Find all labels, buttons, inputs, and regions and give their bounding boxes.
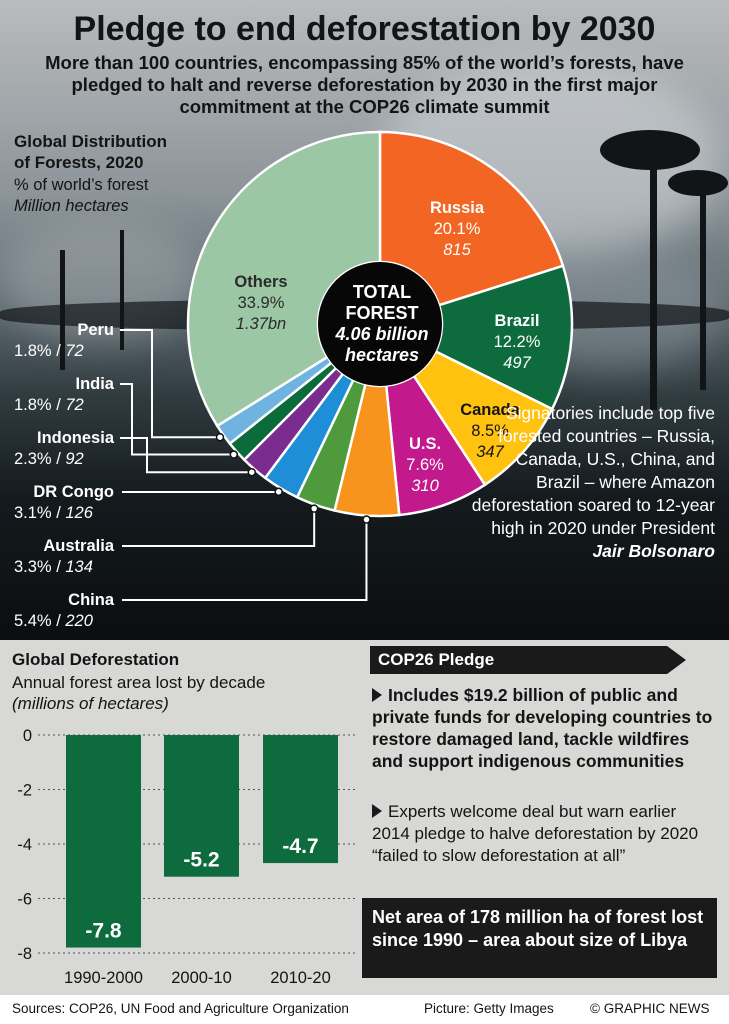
pledge-bullet-2-text: Experts welcome deal but warn earlier 2014 pledge to halve deforestation by 2020 “failed to slow deforestation at all” bbox=[372, 802, 699, 865]
label-peru: Peru 1.8% / 72 bbox=[14, 321, 114, 360]
cop26-pledge-header-text: COP26 Pledge bbox=[378, 650, 495, 669]
label-china-hectares: 220 bbox=[65, 612, 93, 630]
slice-name-canada: Canada bbox=[460, 401, 520, 419]
label-drcongo-percent: 3.1% bbox=[14, 504, 52, 522]
slice-percent-others: 33.9% bbox=[237, 294, 285, 312]
label-australia-percent: 3.3% bbox=[14, 558, 52, 576]
bullet-arrow-icon bbox=[372, 688, 382, 702]
distribution-unit: Million hectares bbox=[14, 197, 129, 215]
label-peru-name: Peru bbox=[77, 321, 114, 339]
y-tick-label: -4 bbox=[17, 836, 32, 854]
slice-percent-russia: 20.1% bbox=[433, 220, 481, 238]
distribution-subtitle: % of world’s forest bbox=[14, 176, 149, 194]
slice-name-us: U.S. bbox=[408, 435, 442, 453]
pledge-bullet-1 bbox=[372, 684, 717, 772]
bar-1990-2000 bbox=[66, 735, 141, 948]
slice-percent-canada: 8.5% bbox=[471, 422, 509, 440]
distribution-title-line2: of Forests, 2020 bbox=[14, 153, 144, 172]
label-india-percent: 1.8% bbox=[14, 396, 52, 414]
label-india-hectares: 72 bbox=[65, 396, 84, 414]
bar-value-label: -5.2 bbox=[183, 848, 220, 872]
label-drcongo: DR Congo 3.1% / 126 bbox=[14, 483, 114, 522]
label-indonesia-name: Indonesia bbox=[36, 429, 114, 447]
label-australia-name: Australia bbox=[43, 537, 114, 555]
label-china-name: China bbox=[68, 591, 114, 609]
slice-hectares-us: 310 bbox=[411, 477, 439, 495]
label-indonesia-hectares: 92 bbox=[65, 450, 84, 468]
deforestation-unit: (millions of hectares) bbox=[12, 694, 169, 713]
y-tick-label: -8 bbox=[17, 945, 32, 963]
page-title: Pledge to end deforestation by 2030 bbox=[73, 10, 656, 48]
net-loss-callout: Net area of 178 million ha of forest lost since 1990 – area about size of Libya bbox=[362, 898, 717, 978]
slice-name-russia: Russia bbox=[429, 199, 485, 217]
y-tick-label: 0 bbox=[22, 727, 32, 745]
bar-value-label: -4.7 bbox=[282, 835, 319, 859]
pledge-bullet-2 bbox=[372, 801, 712, 867]
label-india-name: India bbox=[75, 375, 114, 393]
x-tick-label: 2010-20 bbox=[270, 969, 331, 987]
slice-percent-brazil: 12.2% bbox=[493, 333, 541, 351]
pledge-bullet-1-text: Includes $19.2 billion of public and private funds for developing countries to restore damaged land, tackle wildfires and support indigenous communities bbox=[372, 685, 713, 771]
deforestation-title: Global Deforestation bbox=[12, 650, 180, 669]
footer-copyright: © GRAPHIC NEWS bbox=[590, 1001, 710, 1016]
label-drcongo-name: DR Congo bbox=[33, 483, 114, 501]
page-subtitle: More than 100 countries, encompassing 85% of the world’s forests, have pledged to halt and reverse deforestation by 2030 in the first major commitment at the COP26 climate summit bbox=[45, 52, 684, 117]
center-total-value: 4.06 billion hectares bbox=[335, 324, 429, 365]
y-tick-label: -2 bbox=[17, 781, 32, 800]
signatories-name: Jair Bolsonaro bbox=[592, 541, 715, 561]
center-label-line2: FOREST bbox=[345, 303, 419, 323]
center-label-line1: TOTAL bbox=[352, 282, 412, 302]
label-australia: Australia 3.3% / 134 bbox=[14, 537, 114, 576]
slice-hectares-russia: 815 bbox=[443, 241, 471, 259]
distribution-title-line1: Global Distribution bbox=[14, 132, 167, 151]
footer bbox=[0, 995, 729, 1024]
footer-sources: Sources: COP26, UN Food and Agriculture Organization bbox=[12, 1001, 349, 1016]
label-china: China 5.4% / 220 bbox=[14, 591, 114, 630]
footer-picture-credit: Picture: Getty Images bbox=[424, 1001, 554, 1016]
slice-hectares-brazil: 497 bbox=[503, 354, 531, 372]
slice-hectares-canada: 347 bbox=[476, 443, 504, 461]
label-peru-hectares: 72 bbox=[65, 342, 84, 360]
slice-percent-us: 7.6% bbox=[406, 456, 444, 474]
y-tick-label: -6 bbox=[17, 890, 32, 909]
bullet-arrow-icon bbox=[372, 804, 382, 818]
label-china-percent: 5.4% bbox=[14, 612, 52, 630]
label-peru-percent: 1.8% bbox=[14, 342, 52, 360]
deforestation-subtitle: Annual forest area lost by decade bbox=[12, 673, 266, 692]
x-tick-label: 1990-2000 bbox=[64, 969, 143, 987]
label-indonesia: Indonesia 2.3% / 92 bbox=[14, 429, 114, 468]
bar-value-label: -7.8 bbox=[85, 919, 122, 943]
slice-name-others: Others bbox=[234, 273, 288, 291]
label-australia-hectares: 134 bbox=[65, 558, 93, 576]
label-indonesia-percent: 2.3% bbox=[14, 450, 52, 468]
label-india: India 1.8% / 72 bbox=[14, 375, 114, 414]
x-tick-label: 2000-10 bbox=[171, 969, 232, 987]
label-drcongo-hectares: 126 bbox=[65, 504, 93, 522]
slice-name-brazil: Brazil bbox=[494, 312, 540, 330]
slice-hectares-others: 1.37bn bbox=[235, 315, 287, 333]
cop26-pledge-header bbox=[370, 646, 686, 674]
signatories-text: Signatories include top five forested countries – Russia, Canada, U.S., China, and Brazil – where Amazon deforestation soared to 12-year high in 2020 under President bbox=[471, 403, 715, 538]
